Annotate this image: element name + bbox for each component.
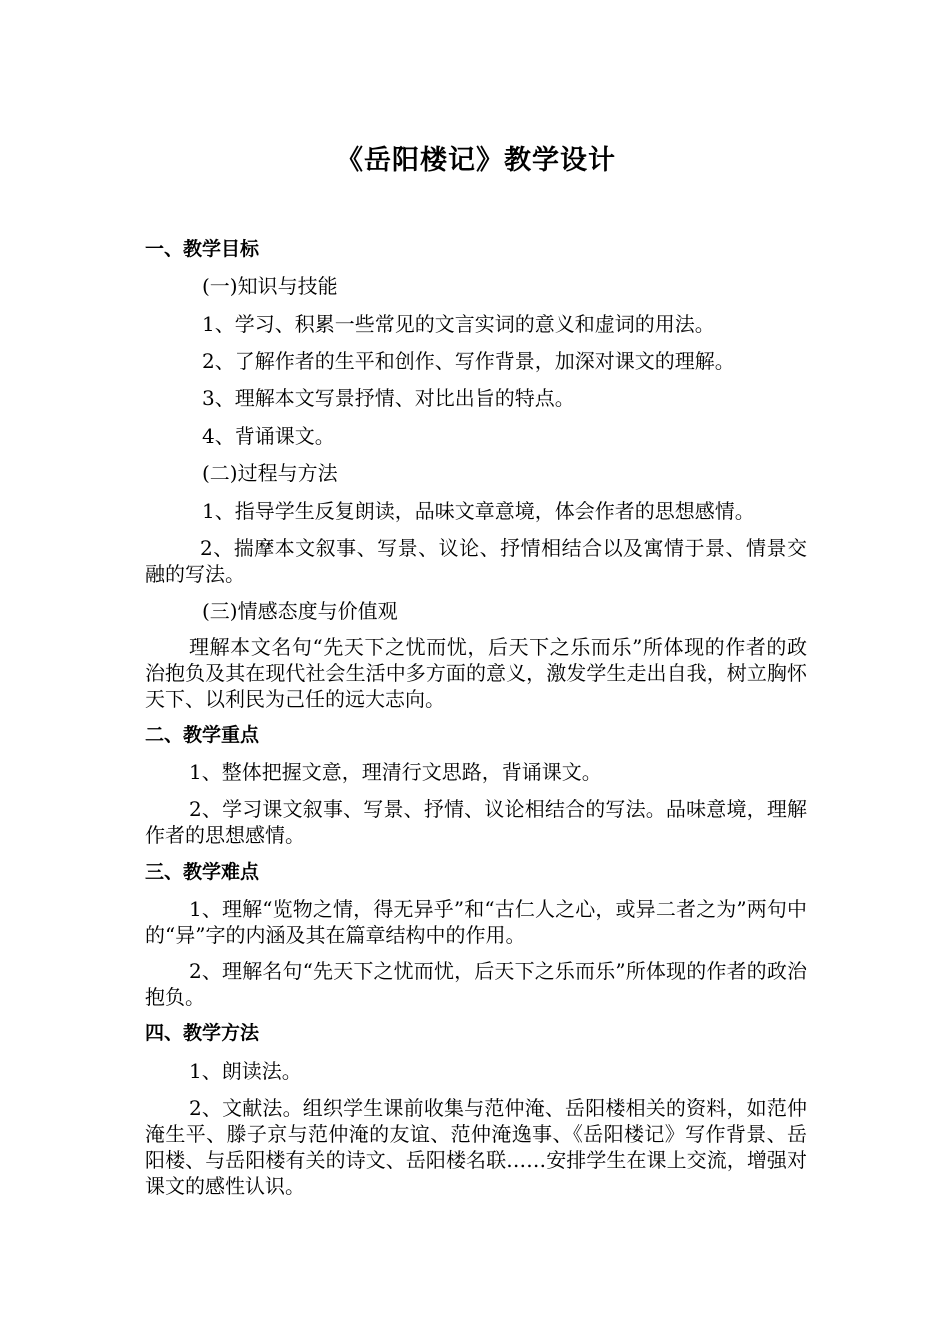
method-1: 1、朗读法。 [189, 1059, 302, 1083]
objective-knowledge-4: 4、背诵课文。 [202, 424, 335, 448]
section-heading-objectives: 一、教学目标 [145, 238, 260, 260]
objective-knowledge-3: 3、理解本文写景抒情、对比出旨的特点。 [202, 386, 575, 410]
document-title: 《岳阳楼记》教学设计 [336, 145, 616, 176]
section-heading-difficulties: 三、教学难点 [145, 861, 260, 883]
difficulty-1: 1、理解“览物之情，得无异乎”和“古仁人之心，或异二者之为”两句中的“异”字的内涵及其在篇章结构中的作用。 [145, 897, 807, 947]
subheading-process-methods: (二)过程与方法 [202, 461, 338, 485]
document-page [145, 0, 807, 1344]
difficulty-2: 2、理解名句“先天下之忧而忧，后天下之乐而乐”所体现的作者的政治抱负。 [145, 959, 807, 1009]
subheading-knowledge-skills: (一)知识与技能 [202, 274, 338, 298]
key-point-1: 1、整体把握文意，理清行文思路，背诵课文。 [189, 760, 602, 784]
objective-process-2: 2、揣摩本文叙事、写景、议论、抒情相结合以及寓情于景、情景交融的写法。 [145, 536, 807, 586]
objective-knowledge-2: 2、了解作者的生平和创作、写作背景，加深对课文的理解。 [202, 349, 735, 373]
objective-knowledge-1: 1、学习、积累一些常见的文言实词的意义和虚词的用法。 [202, 312, 715, 336]
method-2: 2、文献法。组织学生课前收集与范仲淹、岳阳楼相关的资料，如范仲淹生平、滕子京与范仲淹的友谊、范仲淹逸事、《岳阳楼记》写作背景、岳阳楼、与岳阳楼有关的诗文、岳阳楼名联……安排学生在课上交流，增强对课文的感性认识。 [145, 1096, 807, 1198]
subheading-attitude-values: (三)情感态度与价值观 [202, 599, 398, 623]
section-heading-key-points: 二、教学重点 [145, 724, 260, 746]
key-point-2: 2、学习课文叙事、写景、抒情、议论相结合的写法。品味意境，理解作者的思想感情。 [145, 797, 807, 847]
objective-process-1: 1、指导学生反复朗读，品味文章意境，体会作者的思想感情。 [202, 499, 755, 523]
section-heading-methods: 四、教学方法 [145, 1022, 260, 1044]
objective-values-paragraph: 理解本文名句“先天下之忧而忧，后天下之乐而乐”所体现的作者的政治抱负及其在现代社会生活中多方面的意义，激发学生走出自我，树立胸怀天下、以利民为己任的远大志向。 [145, 635, 807, 711]
